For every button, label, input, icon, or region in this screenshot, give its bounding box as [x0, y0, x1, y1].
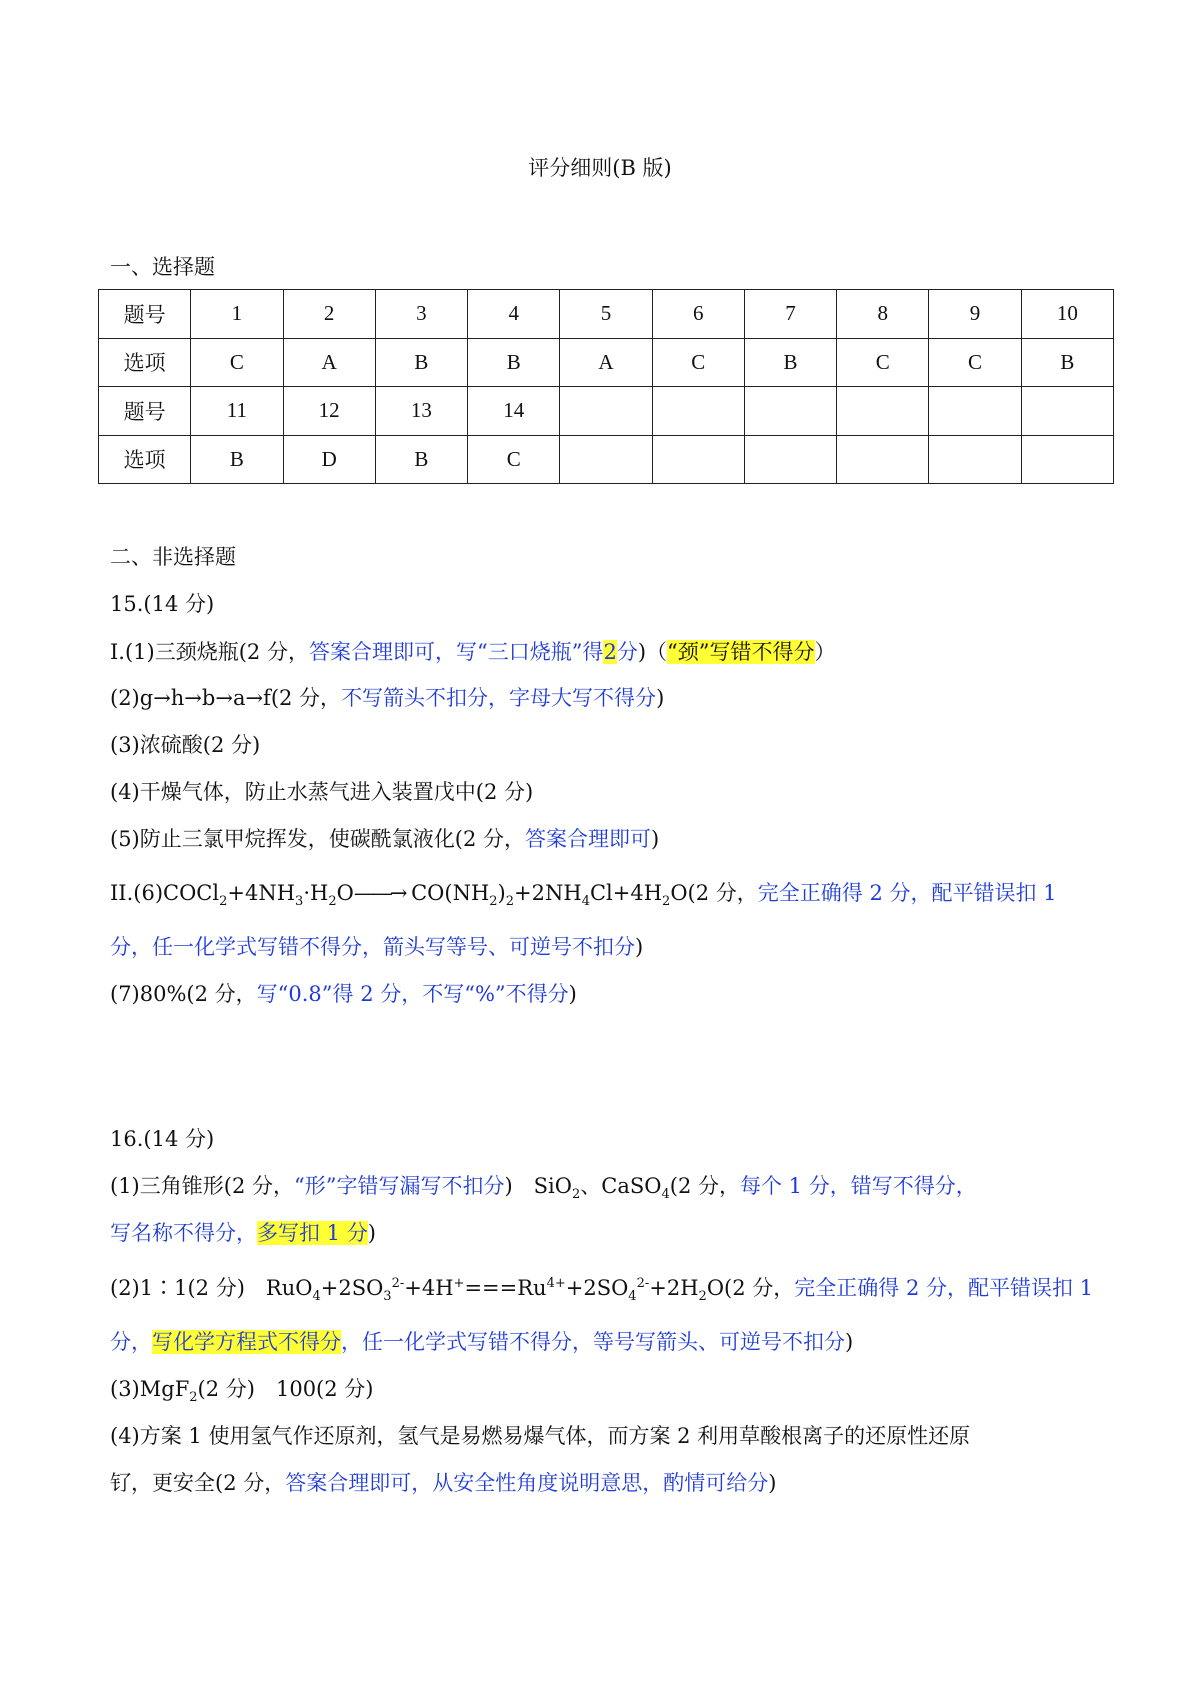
table-cell: 5 [560, 290, 652, 339]
section-heading-nonchoice: 二、非选择题 [110, 545, 236, 569]
q16-line-2: 写名称不得分，多写扣 1 分) [110, 1221, 376, 1245]
table-cell: B [191, 435, 283, 484]
table-cell: 2 [283, 290, 375, 339]
q16-line-4: 分，写化学方程式不得分，任一化学式写错不得分，等号写箭头、可逆号不扣分) [110, 1330, 854, 1354]
table-cell: 4 [468, 290, 560, 339]
table-row-header: 题号 [99, 387, 191, 436]
table-cell: A [560, 338, 652, 387]
table-cell [744, 387, 836, 436]
table-cell [652, 387, 744, 436]
table-cell [744, 435, 836, 484]
answer-table [98, 289, 1114, 484]
table-cell: 13 [375, 387, 467, 436]
table-cell: A [283, 338, 375, 387]
table-cell: B [375, 338, 467, 387]
table-cell: 1 [191, 290, 283, 339]
table-row [99, 338, 1114, 387]
q15-heading: 15.(14 分) [110, 592, 215, 616]
table-cell: C [468, 435, 560, 484]
table-cell: C [652, 338, 744, 387]
table-cell: 7 [744, 290, 836, 339]
table-cell: 3 [375, 290, 467, 339]
table-cell: 11 [191, 387, 283, 436]
table-row-header: 题号 [99, 290, 191, 339]
table-cell: B [468, 338, 560, 387]
table-row [99, 435, 1114, 484]
q15-line-7: 分，任一化学式写错不得分，箭头写等号、可逆号不扣分) [110, 935, 644, 959]
table-cell [837, 387, 929, 436]
q15-line-5: (5)防止三氯甲烷挥发，使碳酰氯液化(2 分，答案合理即可) [110, 827, 660, 851]
table-cell: B [375, 435, 467, 484]
table-cell [1021, 387, 1113, 436]
q16-line-6: (4)方案 1 使用氢气作还原剂，氢气是易燃易爆气体，而方案 2 利用草酸根离子的还原性还原 [110, 1424, 971, 1448]
table-cell: 8 [837, 290, 929, 339]
q15-line-8: (7)80%(2 分，写“0.8”得 2 分，不写“%”不得分) [110, 982, 577, 1006]
q15-line-6-equation: $II.(6)COCl_2+4NH_3\cdot H_2O——\to CO(NH_2)_2+2NH_4Cl+4H_2O(2$ 分，完全正确得 2 分，配平错误扣 1 [110, 881, 1057, 910]
q15-line-2: (2)g→h→b→a→f(2 分，不写箭头不扣分，字母大写不得分) [110, 686, 665, 710]
table-cell: C [191, 338, 283, 387]
table-cell: 9 [929, 290, 1021, 339]
table-row [99, 387, 1114, 436]
table-row [99, 290, 1114, 339]
q16-line-3-equation: (2)1∶1(2 分) $RuO_4+2SO_3^{2-}+4H^+===Ru^{4+}+2SO_4^{2-}+2H_2O(2$ 分，完全正确得 2 分，配平错误扣 1 [110, 1276, 1094, 1305]
q16-line-5: (3)MgF$_2$(2 分) 100(2 分) [110, 1377, 374, 1406]
q15-line-3: (3)浓硫酸(2 分) [110, 733, 261, 757]
q16-line-1: (1)三角锥形(2 分，“形”字错写漏写不扣分) SiO$_2$、CaSO$_4$(2 分，每个 1 分，错写不得分， [110, 1174, 977, 1203]
q16-line-7: 钌，更安全(2 分，答案合理即可，从安全性角度说明意思，酌情可给分) [110, 1471, 777, 1495]
table-cell: 14 [468, 387, 560, 436]
reaction-arrow: ——→ [353, 881, 405, 905]
table-cell [929, 435, 1021, 484]
table-cell [837, 435, 929, 484]
table-cell [560, 435, 652, 484]
table-row-header: 选项 [99, 435, 191, 484]
q15-line-1: I.(1)三颈烧瓶(2 分，答案合理即可，写“三口烧瓶”得2分)（“颈”写错不得分） [110, 640, 836, 664]
section-heading-choice: 一、选择题 [110, 255, 215, 279]
table-cell: C [929, 338, 1021, 387]
q15-line-4: (4)干燥气体，防止水蒸气进入装置戊中(2 分) [110, 780, 534, 804]
table-cell [1021, 435, 1113, 484]
table-cell [652, 435, 744, 484]
table-cell [560, 387, 652, 436]
q16-heading: 16.(14 分) [110, 1127, 215, 1151]
table-row-header: 选项 [99, 338, 191, 387]
table-cell: 6 [652, 290, 744, 339]
table-cell: 12 [283, 387, 375, 436]
table-cell: B [1021, 338, 1113, 387]
table-cell [929, 387, 1021, 436]
table-cell: B [744, 338, 836, 387]
table-cell: D [283, 435, 375, 484]
page-title: 评分细则(B 版) [528, 156, 672, 180]
table-cell: C [837, 338, 929, 387]
table-cell: 10 [1021, 290, 1113, 339]
